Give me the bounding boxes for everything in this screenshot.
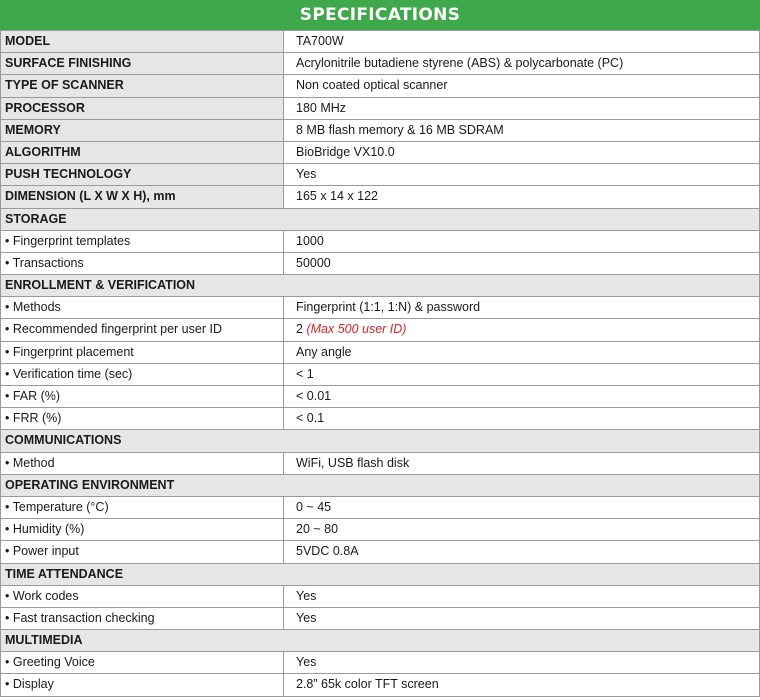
spec-value [284, 75, 759, 96]
spec-label: MEMORY [1, 120, 284, 141]
spec-value-text: TA700W [296, 34, 344, 48]
section-title: STORAGE [5, 211, 67, 226]
spec-row [1, 120, 759, 142]
spec-value [284, 541, 759, 562]
spec-value-text: Yes [296, 610, 317, 625]
specifications-title: SPECIFICATIONS [0, 0, 760, 31]
spec-label: • FAR (%) [1, 386, 284, 407]
spec-row [1, 75, 759, 97]
spec-label: • Methods [1, 297, 284, 318]
spec-value-text: Yes [296, 167, 317, 182]
spec-row [1, 364, 759, 386]
spec-row [1, 586, 759, 608]
spec-value [284, 386, 759, 407]
spec-value-text: 1000 [296, 233, 324, 248]
spec-value [284, 608, 759, 629]
spec-label: • Work codes [1, 586, 284, 607]
spec-rows [0, 31, 760, 697]
section-header-row [1, 430, 759, 452]
spec-row [1, 497, 759, 519]
spec-label: ALGORITHM [1, 142, 284, 163]
spec-label: PUSH TECHNOLOGY [1, 164, 284, 185]
spec-value [284, 652, 759, 673]
spec-label: • Display [1, 674, 284, 695]
spec-value [284, 31, 759, 52]
spec-value [284, 297, 759, 318]
spec-row [1, 342, 759, 364]
section-header-row [1, 275, 759, 297]
spec-row [1, 98, 759, 120]
section-header-row [1, 564, 759, 586]
spec-value-text: 180 MHz [296, 100, 347, 115]
spec-row [1, 53, 759, 75]
spec-value-text: Yes [296, 588, 317, 603]
spec-row [1, 453, 759, 475]
spec-value-text: < 0.01 [296, 389, 332, 403]
spec-value [284, 319, 759, 340]
spec-value [284, 519, 759, 540]
spec-label: • Fingerprint placement [1, 342, 284, 363]
spec-label: • FRR (%) [1, 408, 284, 429]
spec-label: • Recommended fingerprint per user ID [1, 319, 284, 340]
section-title: OPERATING ENVIRONMENT [5, 477, 175, 492]
section-title: TIME ATTENDANCE [5, 566, 124, 581]
spec-value-text: BioBridge VX10.0 [296, 144, 395, 159]
spec-row [1, 386, 759, 408]
spec-label: • Transactions [1, 253, 284, 274]
spec-value-note: (Max 500 user ID) [306, 322, 407, 337]
spec-label: • Humidity (%) [1, 519, 284, 540]
spec-value [284, 453, 759, 474]
spec-value [284, 253, 759, 274]
section-title: ENROLLMENT & VERIFICATION [5, 278, 196, 293]
spec-value-text: 5VDC 0.8A [296, 544, 359, 559]
spec-label: • Verification time (sec) [1, 364, 284, 385]
spec-value-text: 0 ~ 45 [296, 499, 332, 514]
spec-label: • Fingerprint templates [1, 231, 284, 252]
spec-value-text: 2.8” 65k color TFT screen [296, 677, 439, 692]
section-header-row [1, 630, 759, 652]
spec-value [284, 98, 759, 119]
spec-row [1, 674, 759, 696]
spec-label: TYPE OF SCANNER [1, 75, 284, 96]
spec-label: • Temperature (°C) [1, 497, 284, 518]
spec-label: • Fast transaction checking [1, 608, 284, 629]
section-header-row [1, 475, 759, 497]
spec-value [284, 231, 759, 252]
spec-value-text: < 1 [296, 366, 314, 381]
spec-label: • Greeting Voice [1, 652, 284, 673]
spec-row [1, 608, 759, 630]
spec-row [1, 186, 759, 208]
spec-value-text: Any angle [296, 344, 352, 359]
spec-label: MODEL [1, 31, 284, 52]
spec-row [1, 253, 759, 275]
spec-value [284, 586, 759, 607]
spec-row [1, 541, 759, 563]
spec-row [1, 142, 759, 164]
spec-row [1, 164, 759, 186]
spec-value [284, 674, 759, 695]
section-title: COMMUNICATIONS [5, 433, 122, 448]
spec-value [284, 53, 759, 74]
spec-row [1, 408, 759, 430]
spec-value [284, 408, 759, 429]
spec-value-text: < 0.1 [296, 411, 325, 426]
spec-row [1, 297, 759, 319]
spec-value [284, 497, 759, 518]
section-header-row [1, 209, 759, 231]
spec-value-text: 20 ~ 80 [296, 522, 339, 537]
spec-value [284, 164, 759, 185]
spec-row [1, 519, 759, 541]
spec-label: • Method [1, 453, 284, 474]
spec-row [1, 652, 759, 674]
spec-value [284, 342, 759, 363]
spec-value-text: Non coated optical scanner [296, 78, 448, 93]
spec-label: DIMENSION (L X W X H), mm [1, 186, 284, 207]
spec-row [1, 319, 759, 341]
spec-label: PROCESSOR [1, 98, 284, 119]
section-title: MULTIMEDIA [5, 633, 83, 648]
spec-value-text: 2 [296, 322, 303, 337]
spec-value-text: 8 MB flash memory & 16 MB SDRAM [296, 122, 504, 137]
spec-value-text: 50000 [296, 255, 331, 270]
spec-value-text: Yes [296, 655, 317, 670]
spec-value-text: Fingerprint (1:1, 1:N) & password [296, 300, 481, 315]
spec-value [284, 142, 759, 163]
spec-label: SURFACE FINISHING [1, 53, 284, 74]
spec-value-text: 165 x 14 x 122 [296, 189, 379, 204]
spec-value [284, 364, 759, 385]
spec-value-text: WiFi, USB flash disk [296, 455, 410, 470]
spec-row [1, 31, 759, 53]
spec-value [284, 120, 759, 141]
spec-value-text: Acrylonitrile butadiene styrene (ABS) & polycarbonate (PC) [296, 56, 624, 71]
spec-label: • Power input [1, 541, 284, 562]
spec-row [1, 231, 759, 253]
spec-value [284, 186, 759, 207]
